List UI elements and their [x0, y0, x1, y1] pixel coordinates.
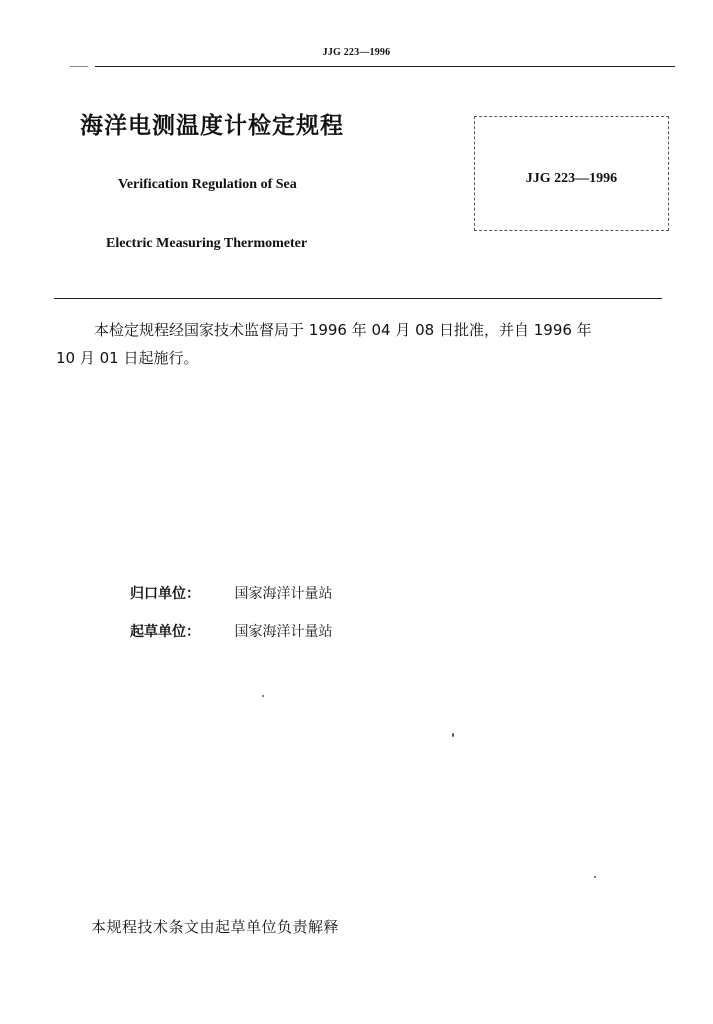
responsible-unit-value: 国家海洋计量站: [234, 586, 333, 602]
drafting-unit-row: [130, 621, 332, 641]
standard-code: JJG 223—1996: [525, 171, 618, 186]
header-rule-stub: [70, 66, 88, 67]
approval-statement: [56, 316, 681, 372]
title-chinese: 海洋电测温度计检定规程: [80, 113, 344, 139]
scan-speck: [452, 733, 454, 737]
approval-line-1: 本检定规程经国家技术监督局于 1996 年 04 月 08 日批准，并自 1996 年: [94, 321, 592, 339]
drafting-unit-value: 国家海洋计量站: [234, 624, 333, 640]
interpretation-note: 本规程技术条文由起草单位负责解释: [91, 918, 340, 936]
scan-speck: [594, 876, 596, 878]
section-divider: [54, 298, 662, 299]
title-english-line-2: Electric Measuring Thermometer: [106, 236, 308, 251]
scan-speck: [262, 695, 264, 697]
drafting-unit-label: 起草单位：: [130, 624, 200, 640]
running-header: JJG 223—1996: [322, 47, 391, 58]
title-english-line-1: Verification Regulation of Sea: [118, 177, 297, 192]
responsible-unit-row: [130, 583, 332, 603]
header-rule: [95, 66, 675, 67]
responsible-unit-label: 归口单位：: [130, 586, 200, 602]
approval-line-2: 10 月 01 日起施行。: [56, 349, 199, 367]
